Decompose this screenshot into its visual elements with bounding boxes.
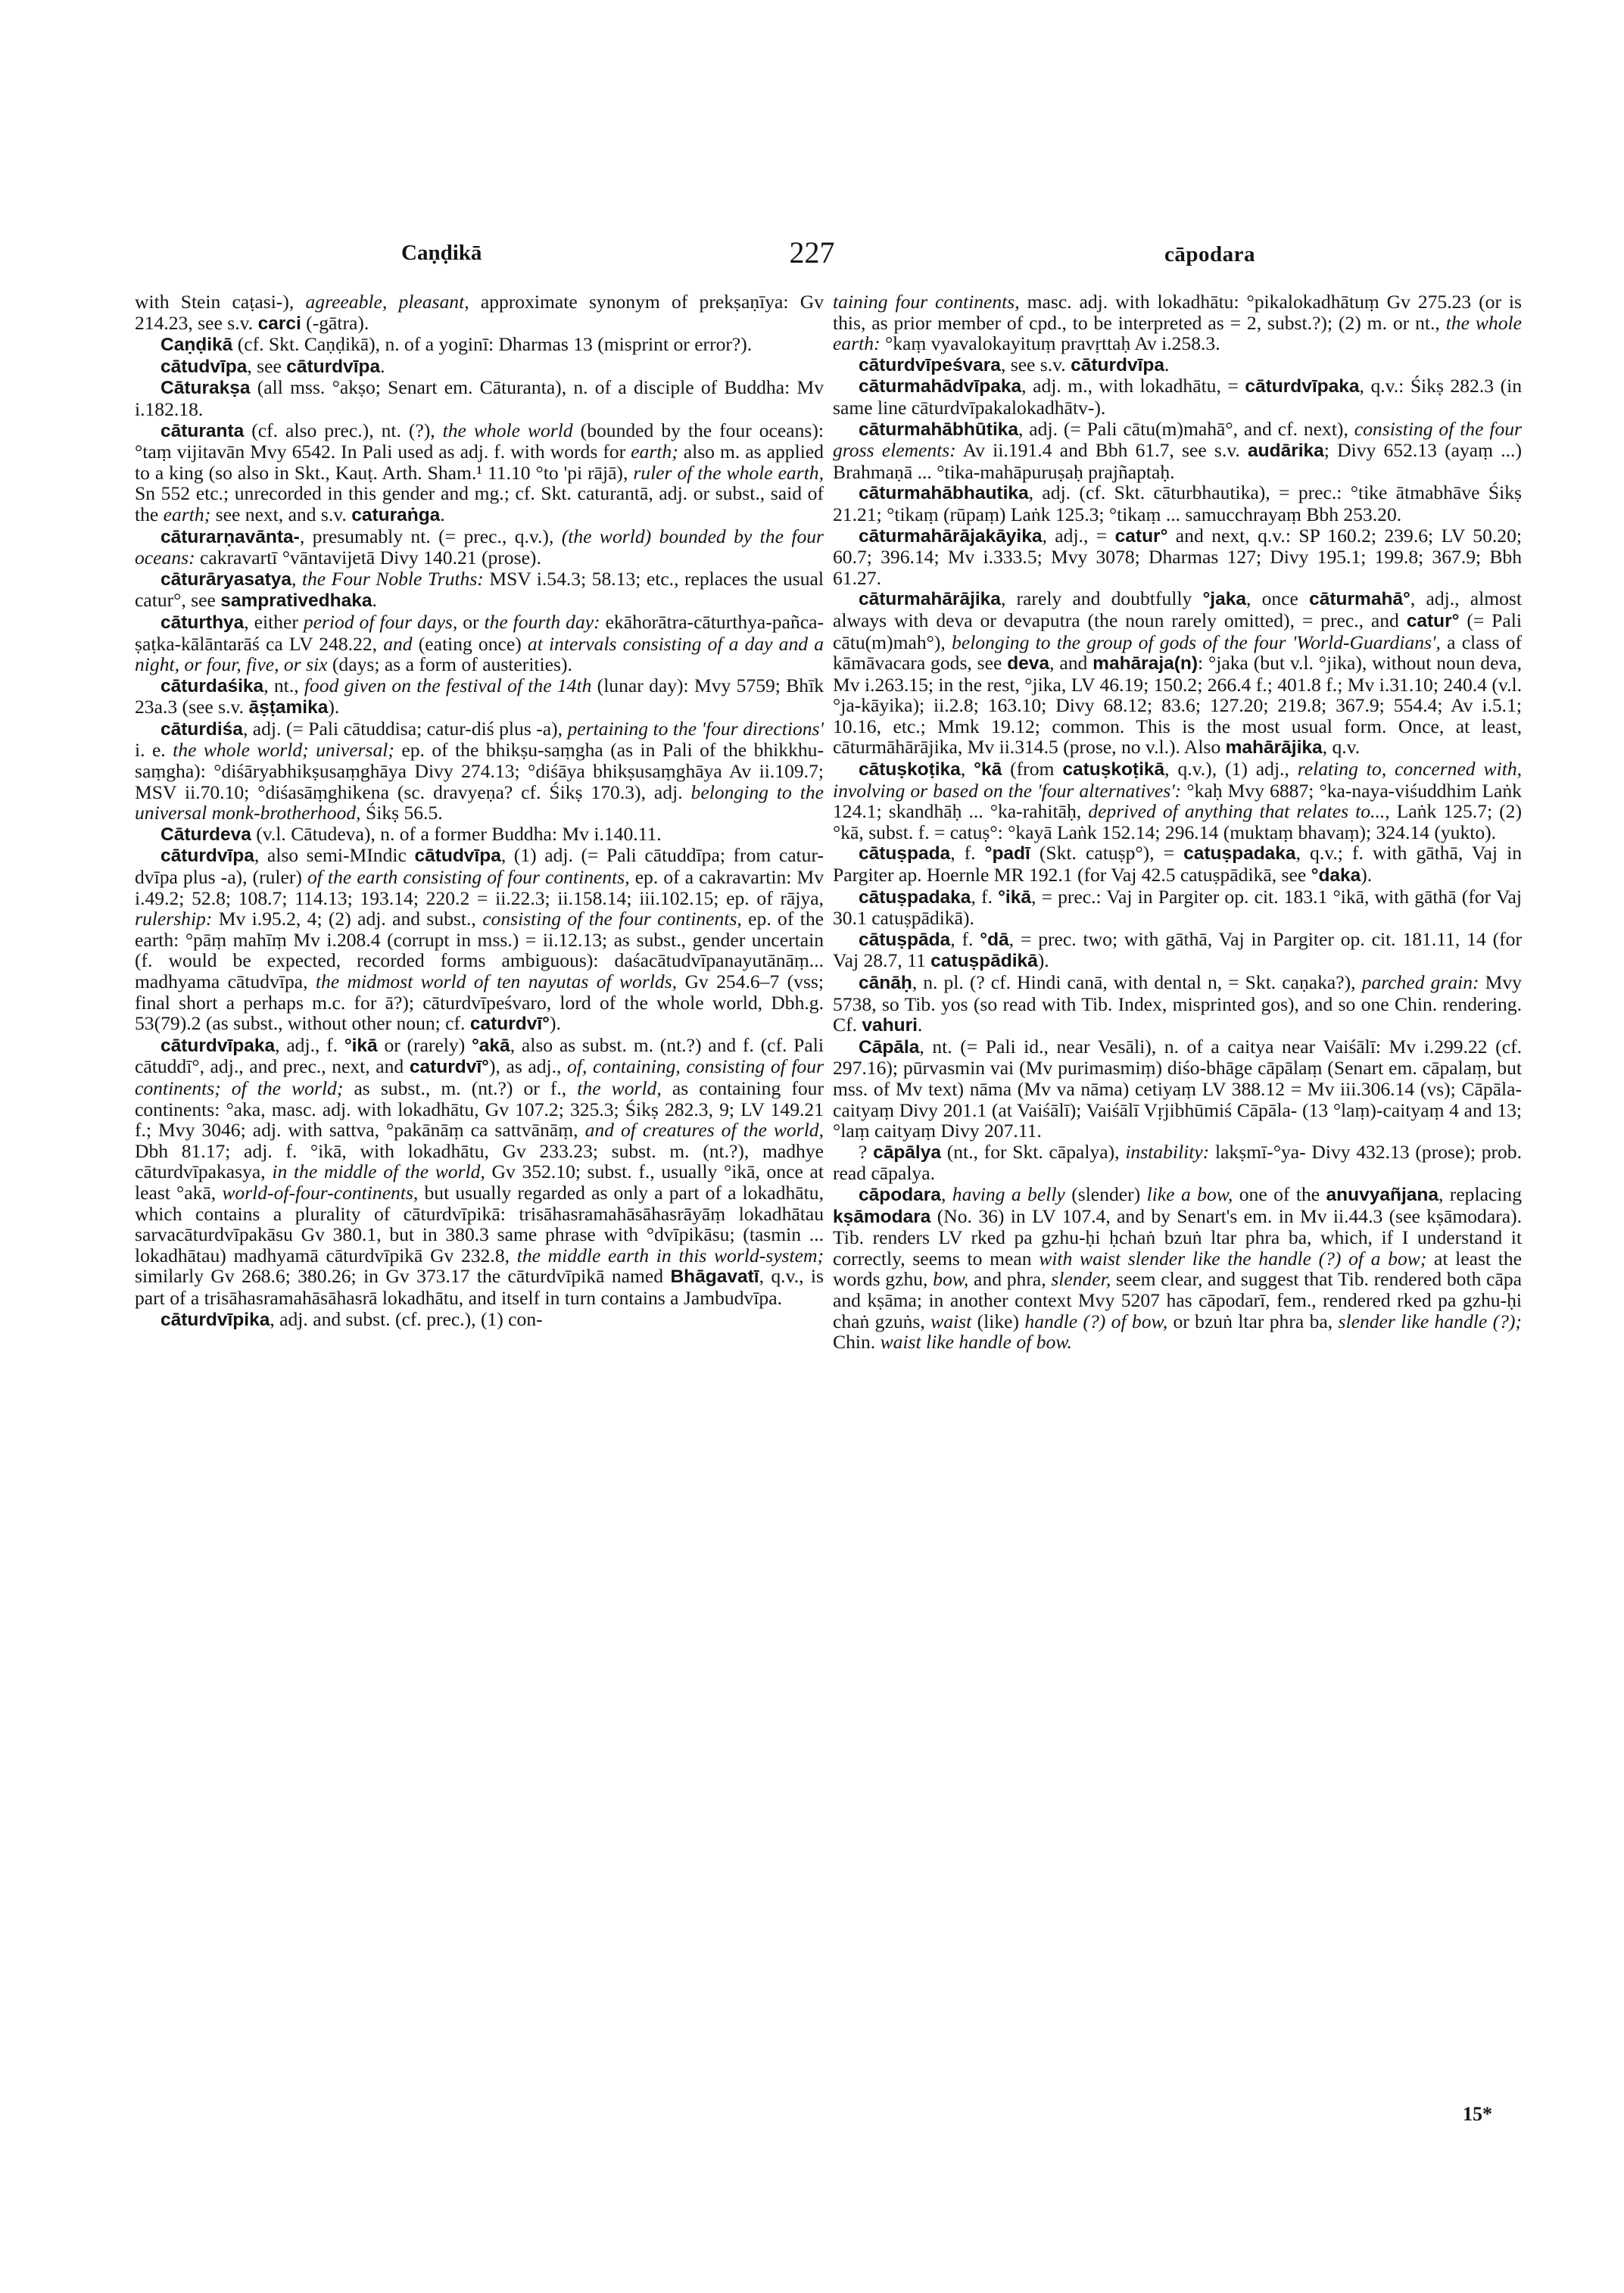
- gloss-text: and: [383, 632, 413, 655]
- dictionary-entry: [833, 291, 1522, 354]
- entry-text: , adj., f.: [275, 1033, 344, 1056]
- headword: cāturanta: [161, 420, 245, 441]
- entry-text: or: [457, 610, 485, 633]
- dictionary-entry: [833, 886, 1522, 929]
- entry-text: as subst., m. (nt.?) or f.,: [343, 1076, 578, 1099]
- dictionary-entry: [135, 526, 824, 569]
- headword: Cāturdeva: [161, 824, 251, 845]
- gloss-text: belonging to the universal monk-brotherhood,: [135, 780, 824, 824]
- gloss-text: and of creatures of the world,: [584, 1119, 824, 1142]
- entry-text: , n. pl. (? cf. Hindi canā, with dental n, = Skt. caṇaka?),: [912, 971, 1362, 993]
- entry-text: a class of kāmāvacara gods, see: [833, 631, 1522, 675]
- dictionary-entry: [833, 759, 1522, 843]
- gloss-text: the whole world: [442, 419, 573, 441]
- gloss-text: the world,: [577, 1076, 662, 1099]
- headword: cāturmahārājika: [859, 589, 1001, 610]
- entry-text: (No. 36) in LV 107.4, and by Senart's em. in Mv ii.44.3 (see kṣāmodara). Tib. renders LV rked pa gzhu-ḥi ḥchaṅ bzuṅ ltar phra ba, which, if I understand it correctly, seems to mean: [833, 1204, 1522, 1270]
- entry-text: one of the: [1233, 1182, 1326, 1205]
- entry-text: (nt., for Skt. cāpalya),: [941, 1140, 1126, 1163]
- entry-text: , = prec.: Vaj in Pargiter op. cit. 183.1 °ikā, with gāthā (for Vaj 30.1 catuṣpādikā).: [833, 885, 1522, 930]
- entry-text: cakravartī °vāntavijetā Divy 140.21 (prose).: [195, 547, 541, 569]
- gloss-text: bow,: [933, 1268, 969, 1291]
- entry-text: , (1) adj. (= Pali cātuddīpa; from catur-dvīpa plus -a), (ruler): [135, 844, 824, 889]
- entry-text: , q.v.), (1) adj.,: [1164, 758, 1298, 780]
- headword: caturdvī°: [469, 1014, 550, 1035]
- gloss-text: food given on the festival of the 14th: [304, 674, 592, 696]
- entry-text: , = prec. two; with gāthā, Vaj in Pargiter op. cit. 181.11, 14 (for Vaj 28.7, 11: [833, 927, 1522, 972]
- entry-text: , q.v., is part of a trisāhasramahāsāhasrā lokadhātu, and itself in turn contains a Jambudvīpa.: [135, 1265, 824, 1309]
- gloss-text: earth;: [163, 503, 211, 525]
- headword: cāturdvīpa: [286, 356, 381, 377]
- headword: cānāḥ: [859, 973, 912, 993]
- entry-text: (lunar day): Mvy 5759; Bhīk 23a.3 (see s.v.: [135, 674, 824, 718]
- entry-text: ,: [291, 567, 302, 590]
- entry-text: , adj. (= Pali cātuddisa; catur-diś plus -a),: [242, 717, 568, 740]
- gloss-text: (the world) bounded by the four oceans:: [135, 525, 824, 569]
- gloss-text: period of four days,: [303, 610, 458, 633]
- gloss-text: the fourth day:: [484, 610, 600, 633]
- entry-text: (v.l. Cātudeva), n. of a former Buddha: Mv i.140.11.: [251, 822, 662, 845]
- entry-text: (Skt. catuṣp°), =: [1030, 842, 1184, 865]
- headword: samprativedhaka: [220, 590, 372, 612]
- entry-text: masc. adj. with lokadhātu: °pikalokadhātuṃ Gv 275.23 (or is this, as prior member of cpd., to be interpreted as = 2, subst.?); (2) m. or nt.,: [833, 291, 1522, 334]
- entry-text: , nt. (= Pali id., near Vesāli), n. of a caitya near Vaiśālī: Mv i.299.22 (cf. 297.16); pūrvasmin vai (Mv purimasmiṃ) diśo-bhāge cāpālaṃ (Senart em. cāpalaṃ, but mss. of Mv text) nāma (Mv va nāma) cetiyaṃ LV 388.12 = Mv iii.306.14 (vs); Cāpāla-caityaṃ Divy 201.1 (at Vaiśālī); Vaiśālī Vṛjibhūmiś Cāpāla- (13 °laṃ)-caityaṃ 4 and 13; °laṃ caityaṃ Divy 207.11.: [833, 1035, 1522, 1142]
- dictionary-entry: [833, 1036, 1522, 1142]
- entry-text: , adj. (cf. Skt. cāturbhautika), = prec.: °tike ātmabhāve Śikṣ 21.21; °tikaṃ (rūpaṃ) Laṅk 125.3; °tikaṃ ... samucchrayaṃ Bbh 253.20.: [833, 481, 1522, 525]
- entry-text: or (rarely): [377, 1033, 472, 1056]
- left-column: [135, 291, 824, 2078]
- dictionary-entry: [833, 375, 1522, 418]
- entry-text: , f.: [950, 927, 980, 950]
- entry-text: similarly Gv 268.6; 380.26; in Gv 373.17 the cāturdvīpikā named: [135, 1265, 671, 1288]
- headword: cātuṣpāda: [859, 929, 951, 950]
- entry-text: , adj. m., with lokadhātu, =: [1021, 375, 1245, 397]
- headword: cāturdvīpeśvara: [859, 354, 1001, 375]
- headword: cāturdvīpaka: [161, 1035, 276, 1056]
- dictionary-entry: [135, 845, 824, 1034]
- gloss-text: of the earth consisting of four continents,: [307, 866, 630, 889]
- headword: °daka: [1311, 865, 1361, 886]
- headword: cāturdvīpa: [161, 846, 254, 867]
- header-left-word: Caṇḍikā: [401, 241, 482, 265]
- entry-text: and phra,: [968, 1268, 1052, 1291]
- gloss-text: agreeable, pleasant,: [305, 291, 469, 313]
- entry-text: , once: [1245, 587, 1310, 610]
- headword: cāpodara: [859, 1184, 941, 1205]
- entry-text: with Stein caṭasi-),: [135, 291, 306, 313]
- headword: mahārājika: [1225, 737, 1323, 759]
- headword: cātuṣpada: [859, 843, 951, 865]
- entry-text: (cf. Skt. Caṇḍikā), n. of a yoginī: Dharmas 13 (misprint or error?).: [232, 333, 753, 356]
- headword: cāturdvīpa: [1071, 354, 1165, 375]
- headword: °ikā: [998, 886, 1031, 908]
- headword: caturaṅga: [351, 504, 441, 525]
- entry-text: °kaṃ vyavalokayituṃ pravṛttaḥ Av i.258.3.: [880, 332, 1220, 355]
- entry-text: MSV i.54.3; 58.13; etc., replaces the usual catur°, see: [135, 567, 824, 612]
- gloss-text: with waist slender like the handle (?) of a bow;: [1039, 1247, 1427, 1270]
- entry-text: at least the words gzhu,: [833, 1247, 1522, 1291]
- gloss-text: at intervals consisting of a day and a night, or four, five, or six: [135, 632, 824, 676]
- gloss-text: the whole earth:: [833, 311, 1522, 355]
- entry-text: Śikṣ 56.5.: [360, 802, 443, 824]
- gloss-text: taining four continents,: [833, 291, 1020, 313]
- headword: Cāturakṣa: [161, 378, 251, 399]
- entry-text: ).: [1037, 949, 1049, 972]
- headword: cāturmahā°: [1309, 589, 1410, 610]
- dictionary-entry: [833, 354, 1522, 376]
- dictionary-entry: [833, 929, 1522, 972]
- entry-text: .: [917, 1014, 923, 1036]
- headword: cāturmahābhautika: [859, 483, 1029, 504]
- headword: cāturdvīpika: [161, 1309, 270, 1330]
- page-header: [0, 235, 1624, 280]
- entry-text: , also as subst. m. (nt.?) and f. (cf. Pali cātuddī°, adj., and prec., next, and: [135, 1033, 824, 1078]
- headword: °padī: [984, 843, 1030, 865]
- dictionary-entry: [135, 1035, 824, 1309]
- entry-text: (-gātra).: [301, 311, 369, 334]
- dictionary-entry: [135, 1309, 824, 1331]
- gloss-text: the midmost world of ten nayutas of worlds,: [315, 970, 678, 992]
- entry-text: , adj. and subst. (cf. prec.), (1) con-: [270, 1307, 543, 1330]
- gloss-text: the Four Noble Truths:: [301, 567, 484, 590]
- gloss-text: waist like handle of bow.: [880, 1331, 1072, 1354]
- entry-text: , q.v.; f. with gāthā, Vaj in Pargiter ap. Hoernle MR 192.1 (for Vaj 42.5 catuṣpādikā, see: [833, 842, 1522, 886]
- gloss-text: consisting of the four gross elements:: [833, 417, 1522, 462]
- dictionary-entry: [135, 377, 824, 419]
- gloss-text: consisting of the four continents,: [482, 908, 742, 930]
- entry-text: (= Pali cātu(m)mah°),: [833, 609, 1522, 653]
- dictionary-entry: [833, 1142, 1522, 1184]
- headword: cāturmahābhūtika: [859, 419, 1019, 440]
- dictionary-entry: [833, 419, 1522, 483]
- headword: °kā: [974, 759, 1002, 780]
- entry-text: (all mss. °akṣo; Senart em. Cāturanta), n. of a disciple of Buddha: Mv i.182.18.: [135, 376, 824, 420]
- headword: catuṣpādikā: [930, 951, 1038, 972]
- entry-text: , q.v.: Śikṣ 282.3 (in same line cāturdvīpakalokadhātv-).: [833, 375, 1522, 419]
- gloss-text: ruler of the whole earth,: [633, 461, 824, 484]
- headword: catuṣpadaka: [1183, 843, 1296, 865]
- entry-text: : °jaka (but v.l. °jika), without noun deva, Mv i.263.15; in the rest, °jika, LV 46.19; 150.2; 266.4 f.; 401.8 f.; Mv i.31.10; 240.4 (v.l. °ja-kāyika); ii.2.8; 163.10; Divy 68.12; 83.6; 127.20; 219.8; 367.9; 554.4; Av i.5.1; 10.16, etc.; Mmk 19.12; common. This is the most usual form. Once, at least, cāturmāhārājika, Mv ii.314.5 (prose, no v.l.). Also: [833, 652, 1522, 759]
- headword: cāturmahārājakāyika: [859, 525, 1043, 547]
- headword: °dā: [980, 929, 1009, 950]
- entry-text: , replacing: [1438, 1182, 1522, 1205]
- entry-text: ,: [940, 1182, 952, 1205]
- headword: °jaka: [1202, 589, 1246, 610]
- entry-text: Dbh 81.17; adj. f. °ikā, with lokadhātu, Gv 233.23; subst. m. (nt.?), madhye cāturdvīpakasya,: [135, 1139, 824, 1183]
- entry-text: , presumably nt. (= prec., q.v.),: [299, 525, 562, 547]
- entry-text: ?: [859, 1140, 874, 1163]
- signature-mark: 15*: [1463, 2103, 1492, 2125]
- headword: anuvyañjana: [1326, 1184, 1439, 1205]
- entry-text: .: [440, 503, 445, 525]
- entry-text: (days; as a form of austerities).: [327, 653, 572, 676]
- entry-text: ep. of a cakravartin: Mv i.49.2; 52.8; 108.7; 114.13; 193.14; 220.2 = ii.22.3; ii.158.14; iii.102.15; ep. of rājya,: [135, 866, 824, 909]
- entry-text: .: [1164, 353, 1170, 375]
- dictionary-entry: [135, 569, 824, 612]
- gloss-text: of, containing, consisting of four continents; of the world;: [135, 1055, 824, 1099]
- entry-text: , adj., =: [1042, 524, 1115, 547]
- headword: deva: [1007, 653, 1050, 675]
- gloss-text: in the middle of the world,: [272, 1161, 485, 1183]
- headword: cāturarṇavānta-: [161, 526, 300, 547]
- entry-text: °kaḥ Mvy 6887; °ka-naya-viśuddhim Laṅk 124.1; skandhāḥ ... °ka-rahitāḥ,: [833, 779, 1522, 823]
- headword: cāturdaśika: [161, 675, 264, 696]
- entry-text: , also semi-MIndic: [254, 844, 415, 867]
- headword: cātuṣpadaka: [859, 886, 971, 908]
- entry-text: and next, q.v.: SP 160.2; 239.6; LV 50.20; 60.7; 396.14; Mv i.333.5; Mvy 3078; Dharmas 127; Divy 195.1; 199.8; 367.9; Bbh 61.27.: [833, 524, 1522, 589]
- gloss-text: rulership:: [135, 908, 213, 930]
- entry-text: ).: [1361, 864, 1373, 886]
- gloss-text: slender like handle (?);: [1338, 1310, 1522, 1332]
- dictionary-entry: [135, 356, 824, 378]
- gloss-text: deprived of anything that relates to...,: [1088, 800, 1390, 823]
- gloss-text: instability:: [1125, 1140, 1210, 1163]
- entry-text: , f.: [971, 885, 999, 908]
- gloss-text: relating to, concerned with, involving or based on the 'four alternatives':: [833, 758, 1522, 802]
- headword: °akā: [472, 1035, 510, 1056]
- headword: cāturdiśa: [161, 718, 243, 740]
- gloss-text: the middle earth in this world-system;: [516, 1244, 824, 1266]
- entry-text: ).: [549, 1012, 561, 1035]
- right-column: [833, 291, 1522, 2078]
- entry-text: seem clear, and suggest that Tib. rendered both cāpa and kṣāma; in another context Mvy 5207 has cāpodarī, fem., rendered rked pa gzhu-ḥi chaṅ gzuṅs,: [833, 1268, 1522, 1332]
- entry-text: , f.: [950, 842, 985, 865]
- headword: vahuri: [862, 1015, 918, 1036]
- dictionary-entry: [135, 612, 824, 675]
- entry-text: ,: [960, 758, 974, 780]
- headword: cāturmahādvīpaka: [859, 376, 1022, 397]
- entry-text: but usually regarded as only a part of a lokadhātu, which contains a plurality of cāturdvīpikā: trisāhasramahāsāhasrāyāṃ lokadhātau sarvacāturdvīpakāsu Gv 380.1, but in 380.3 same phrase with °dvīpikāsu; (tasmin ... lokadhātau) madhyamā cāturdvīpikā Gv 232.8,: [135, 1181, 824, 1266]
- headword: °ikā: [344, 1035, 378, 1056]
- headword: catur°: [1114, 525, 1168, 547]
- entry-text: (slender): [1064, 1182, 1147, 1205]
- headword: āṣṭamika: [248, 697, 329, 718]
- entry-text: as containing four continents: °aka, masc. adj. with lokadhātu, Gv 107.2; 325.3; Śikṣ 282.3, 9; LV 149.21 f.; Mvy 3046; adj. with sattva, °pakānāṃ ca sattvānāṃ,: [135, 1076, 824, 1142]
- entry-text: ekāhorātra-cāturthya-pañca-ṣaṭka-kālāntarāś ca LV 248.22,: [135, 610, 824, 655]
- dictionary-entry: [833, 1184, 1522, 1353]
- gloss-text: pertaining to the 'four directions': [567, 717, 824, 740]
- headword: mahāraja(n): [1093, 653, 1199, 675]
- entry-text: ; Divy 652.13 (ayaṃ ...) Brahmaṇā ... °tika-mahāpuruṣaḥ prajñaptaḥ.: [833, 439, 1522, 483]
- headword: cātudvīpa: [414, 846, 501, 867]
- headword: Bhāgavatī: [670, 1266, 759, 1288]
- entry-text: ep. of the earth: °pāṃ mahīṃ Mv i.208.4 (corrupt in mss.) = ii.12.13; as subst., gender uncertain (f. would be expected, recorded forms ambiguous): daśacātudvīpanayutānāṃ... madhyama cātudvīpa,: [135, 908, 824, 992]
- entry-text: , either: [244, 610, 304, 633]
- entry-text: ).: [328, 696, 340, 718]
- gloss-text: parched grain:: [1361, 971, 1479, 993]
- entry-text: see next, and s.v.: [210, 503, 352, 525]
- entry-text: , rarely and doubtfully: [1000, 587, 1203, 610]
- entry-text: , see s.v.: [1000, 353, 1071, 375]
- entry-text: also m. as applied to a king (so also in Skt., Kauṭ. Arth. Sham.¹ 11.10 °to 'pi rājā),: [135, 441, 824, 484]
- entry-text: approximate synonym of prekṣaṇīya: Gv 214.23, see s.v.: [135, 291, 824, 334]
- headword: cātudvīpa: [161, 356, 248, 377]
- headword: cāturdvīpaka: [1245, 376, 1360, 397]
- gloss-text: belonging to the group of gods of the four 'World-Guardians',: [952, 631, 1441, 653]
- entry-text: (from: [1002, 758, 1063, 780]
- entry-text: ep. of the bhikṣu-saṃgha (as in Pali of the bhikkhu-saṃgha): °diśāryabhikṣusaṃghāya Divy 274.13; °diśāya bhikṣusaṃghāya Av ii.109.7; MSV ii.70.10; °diśasāṃghikena (sc. dravyeṇa? cf. Śikṣ 170.3), adj.: [135, 739, 824, 803]
- entry-text: , q.v.: [1322, 736, 1361, 759]
- entry-text: Mvy 5738, so Tib. yos (so read with Tib. Index, misprinted gos), and so one Chin. rendering. Cf.: [833, 971, 1522, 1036]
- entry-text: (cf. also prec.), nt. (?),: [244, 419, 443, 441]
- dictionary-entry: [833, 588, 1522, 759]
- entry-text: .: [372, 589, 377, 612]
- dictionary-entry: [135, 675, 824, 718]
- gloss-text: like a bow,: [1146, 1182, 1233, 1205]
- headword: Cāpāla: [859, 1036, 920, 1058]
- dictionary-entry: [833, 972, 1522, 1036]
- headword: audārika: [1248, 441, 1324, 462]
- entry-text: Gv 254.6–7 (vss; final short a perhaps m.c. for ā?); cāturdvīpeśvaro, lord of the whole world, Dbh.g. 53(79).2 (as subst., without other noun; cf.: [135, 970, 824, 1035]
- entry-text: , adj. (= Pali cātu(m)mahā°, and cf. next),: [1018, 417, 1354, 440]
- entry-text: (like): [971, 1310, 1025, 1332]
- gloss-text: slender,: [1051, 1268, 1111, 1291]
- dictionary-entry: [833, 843, 1522, 886]
- entry-text: .: [380, 354, 385, 377]
- headword: catuṣkoṭikā: [1062, 759, 1165, 780]
- dictionary-entry: [833, 525, 1522, 589]
- entry-text: (bounded by the four oceans): °taṃ vijitavān Mvy 6542. In Pali used as adj. f. with words for: [135, 419, 824, 463]
- headword: catur°: [1406, 610, 1460, 631]
- headword: cāturthya: [161, 612, 245, 633]
- headword: cāturāryasatya: [161, 569, 291, 590]
- entry-text: Sn 552 etc.; unrecorded in this gender and mg.; cf. Skt. caturantā, adj. or subst., said of the: [135, 482, 824, 525]
- entry-text: Mv i.95.2, 4; (2) adj. and subst.,: [212, 908, 483, 930]
- gloss-text: world-of-four-continents,: [222, 1181, 419, 1204]
- header-right-word: cāpodara: [1164, 242, 1255, 266]
- entry-text: Av ii.191.4 and Bbh 61.7, see s.v.: [955, 439, 1248, 462]
- entry-text: Laṅk 125.7; (2) °kā, subst. f. = catuṣ°: °kayā Laṅk 152.14; 296.14 (muktaṃ bhavaṃ); 324.14 (yukto).: [833, 800, 1522, 843]
- entry-text: , and: [1049, 652, 1093, 675]
- entry-text: , nt.,: [263, 674, 304, 696]
- entry-text: , see: [247, 354, 287, 377]
- headword: kṣāmodara: [833, 1206, 931, 1227]
- headword: carci: [257, 313, 301, 334]
- headword: cātuṣkoṭika: [859, 759, 961, 780]
- entry-text: ), as adj.,: [488, 1055, 568, 1078]
- gloss-text: the whole world; universal;: [173, 739, 394, 762]
- dictionary-entry: [135, 334, 824, 356]
- gloss-text: handle (?) of bow,: [1024, 1310, 1168, 1332]
- gloss-text: earth;: [631, 441, 678, 463]
- entry-text: lakṣmī-°ya- Divy 432.13 (prose); prob. read cāpalya.: [833, 1140, 1522, 1185]
- entry-text: i. e.: [135, 739, 173, 762]
- entry-text: Chin.: [833, 1331, 881, 1354]
- gloss-text: waist: [930, 1310, 972, 1332]
- page-number: 227: [789, 235, 835, 269]
- dictionary-entry: [135, 420, 824, 526]
- entry-text: Gv 352.10; subst. f., usually °ikā, once at least °akā,: [135, 1161, 824, 1204]
- entry-text: , adj., almost always with deva or devaputra (the noun rarely omitted), = prec., and: [833, 587, 1522, 631]
- entry-text: or bzuṅ ltar phra ba,: [1167, 1310, 1339, 1332]
- dictionary-entry: [135, 824, 824, 846]
- headword: cāpālya: [873, 1142, 941, 1163]
- headword: caturdvī°: [409, 1057, 489, 1078]
- entry-text: (eating once): [412, 632, 528, 655]
- dictionary-entry: [135, 718, 824, 824]
- gloss-text: having a belly: [952, 1182, 1065, 1205]
- headword: Caṇḍikā: [161, 335, 233, 356]
- dictionary-entry: [833, 482, 1522, 525]
- dictionary-entry: [135, 291, 824, 334]
